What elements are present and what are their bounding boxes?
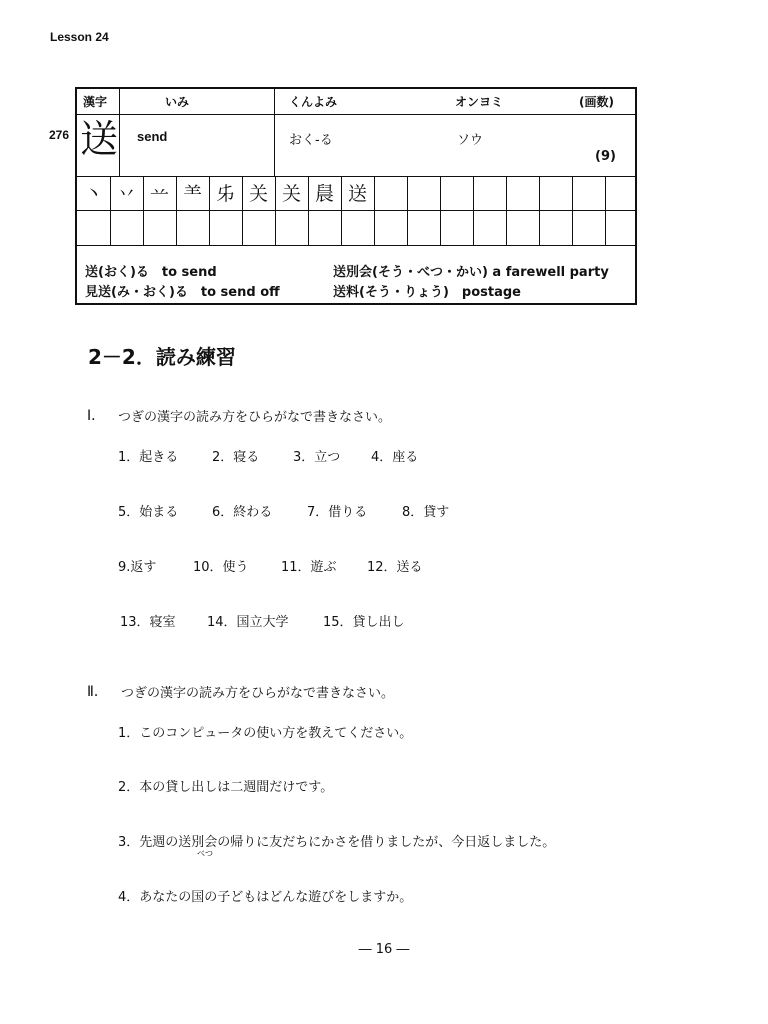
exercise-item: 15．貸し出し	[323, 615, 405, 630]
grid-line	[407, 176, 408, 245]
stroke-step: 䢅	[314, 183, 334, 205]
exercise-item: 10．使う	[193, 560, 249, 575]
exercise-item: 3．立つ	[293, 450, 341, 465]
kanji-stroke-count: (9)	[595, 149, 616, 164]
sentence-item: 2．本の貸し出しは二週間だけです。	[118, 780, 334, 795]
header-meaning: いみ	[165, 95, 190, 109]
part2-label: Ⅱ．	[87, 684, 108, 700]
stroke-step: 䒑	[149, 183, 169, 205]
grid-line	[440, 176, 441, 245]
header-kunyomi: くんよみ	[289, 95, 338, 109]
grid-line	[605, 176, 606, 245]
exercise-item: 11．遊ぶ	[281, 560, 337, 575]
card-divider	[77, 210, 635, 211]
grid-line	[374, 176, 375, 245]
lesson-label: Lesson 24	[50, 30, 109, 44]
part1-instruction: つぎの漢字の読み方をひらがなで書きなさい。	[118, 410, 392, 425]
part1-label: Ⅰ．	[87, 408, 106, 424]
exercise-item: 1．起きる	[118, 450, 179, 465]
card-divider	[77, 245, 635, 246]
exercise-item: 14．国立大学	[207, 615, 289, 630]
sentence-item: 3．先週の送別会の帰りに友だちにかさを借りましたが、今日返しました。	[118, 835, 556, 850]
grid-line	[506, 176, 507, 245]
kanji-card	[75, 87, 637, 305]
card-divider	[119, 89, 120, 176]
grid-line	[473, 176, 474, 245]
header-onyomi: オンヨミ	[455, 95, 504, 109]
header-stroke-count: (画数)	[579, 95, 614, 109]
page-number: ― 16 ―	[358, 942, 410, 957]
header-kanji: 漢字	[83, 95, 108, 109]
section-title: 2－2．読み練習	[88, 345, 236, 369]
sentence-item: 4．あなたの国の子どもはどんな遊びをしますか。	[118, 890, 413, 905]
exercise-item: 4．座る	[371, 450, 419, 465]
exercise-item: 5．始まる	[118, 505, 179, 520]
vocab-item: 送料(そう・りょう) postage	[333, 285, 521, 300]
grid-line	[572, 176, 573, 245]
kanji-meaning: send	[137, 129, 168, 144]
vocab-item: 送別会(そう・べつ・かい) a farewell party	[333, 265, 609, 280]
exercise-item: 8．貸す	[402, 505, 450, 520]
sentence-item: 1．このコンピュータの使い方を教えてください。	[118, 726, 413, 741]
stroke-step: 丶	[83, 183, 103, 205]
stroke-step: 丷	[116, 183, 136, 205]
exercise-item: 2．寝る	[212, 450, 260, 465]
part2-instruction: つぎの漢字の読み方をひらがなで書きなさい。	[121, 686, 395, 701]
stroke-step: 关	[248, 183, 268, 205]
exercise-item: 12．送る	[367, 560, 423, 575]
card-divider	[77, 176, 635, 177]
exercise-item: 13．寝室	[120, 615, 176, 630]
exercise-item: 9.返す	[118, 560, 157, 575]
card-divider	[274, 89, 275, 176]
stroke-step: 送	[347, 183, 367, 205]
exercise-item: 7．借りる	[307, 505, 368, 520]
kanji-onyomi: ソウ	[457, 133, 484, 148]
vocab-item: 送(おく)る to send	[85, 265, 217, 280]
exercise-item: 6．終わる	[212, 505, 273, 520]
stroke-step: ⺷	[182, 183, 202, 205]
stroke-step: 关	[281, 183, 301, 205]
main-kanji: 送	[80, 117, 119, 161]
kanji-kunyomi: おく-る	[289, 133, 333, 148]
vocab-item: 見送(み・おく)る to send off	[85, 285, 280, 300]
card-divider	[77, 114, 635, 115]
stroke-step: 𠂔	[215, 183, 235, 205]
ruby-annotation: べつ	[197, 849, 213, 858]
kanji-number: 276	[49, 128, 70, 142]
grid-line	[539, 176, 540, 245]
